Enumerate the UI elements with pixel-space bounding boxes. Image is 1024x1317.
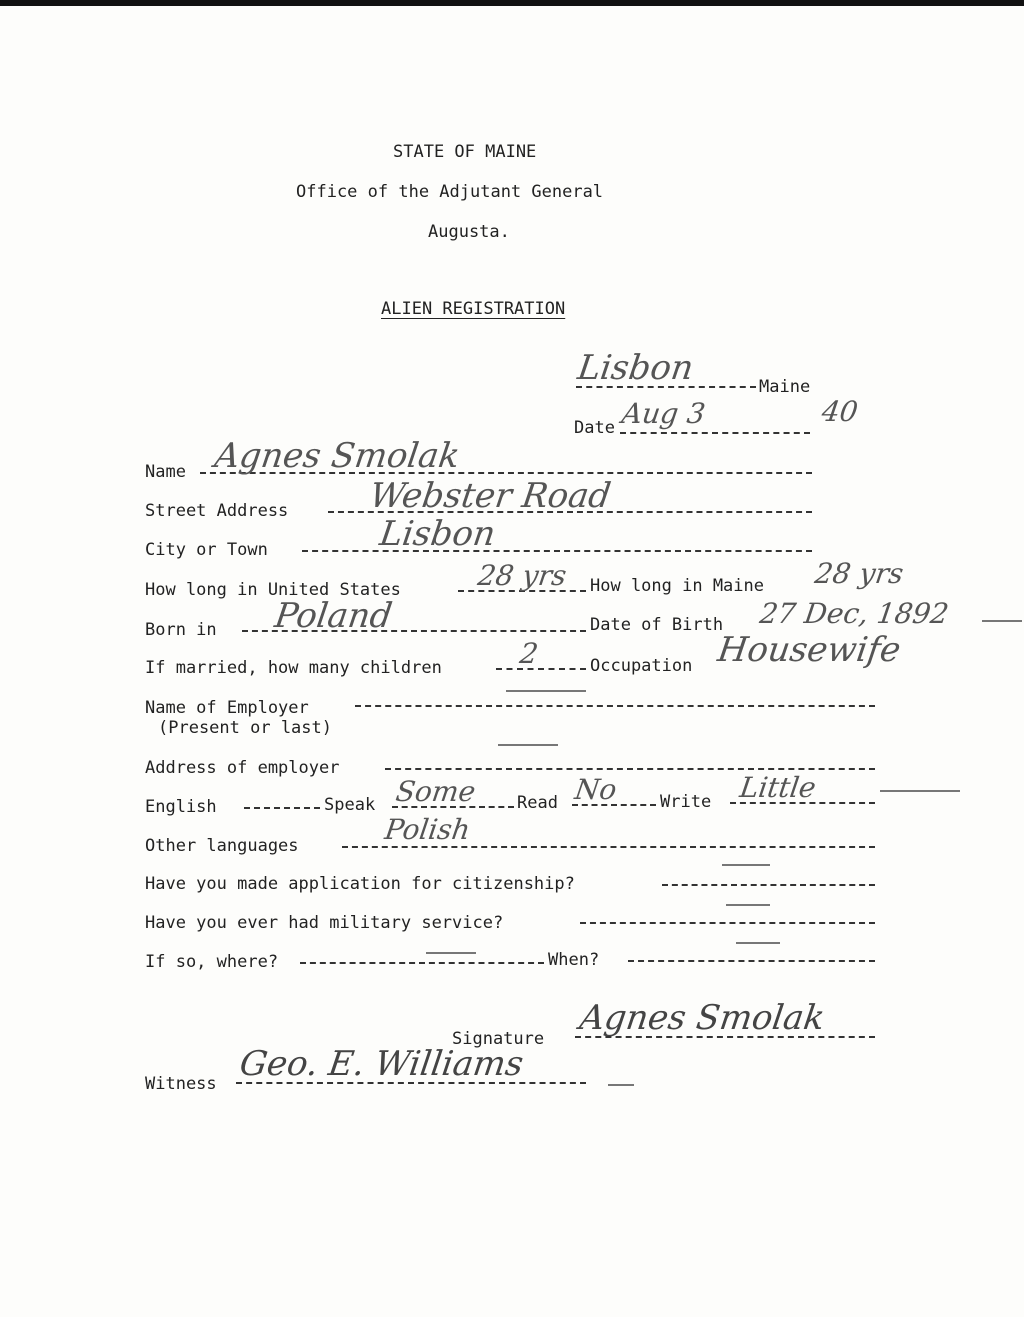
where-label: If so, where?: [145, 952, 279, 972]
other-languages-label: Other languages: [145, 836, 299, 856]
witness-handwritten: Geo. E. Williams: [237, 1044, 526, 1084]
signature-line: [575, 1036, 875, 1038]
where-line: [300, 962, 544, 964]
name-label: Name: [145, 462, 186, 482]
occupation-label: Occupation: [590, 656, 693, 676]
children-line: [496, 668, 586, 670]
citizenship-mark: [722, 864, 770, 866]
street-handwritten: Webster Road: [367, 476, 614, 516]
english-label: English: [145, 797, 217, 817]
employer-label: Name of Employer: [145, 698, 309, 718]
years-us-handwritten: 28 yrs: [475, 559, 569, 592]
read-line: [572, 804, 656, 806]
signature-label: Signature: [452, 1029, 545, 1049]
military-line: [580, 922, 875, 924]
citizenship-line: [662, 884, 875, 886]
date-handwritten: Aug 3: [619, 397, 708, 430]
employer-sub-label: (Present or last): [158, 718, 332, 738]
city-heading: Augusta.: [428, 222, 510, 242]
occupation-handwritten: Housewife: [715, 630, 904, 670]
maine-label: Maine: [759, 377, 811, 397]
how-long-maine-label: How long in Maine: [590, 576, 764, 596]
speak-line: [392, 806, 514, 808]
write-label: Write: [660, 792, 712, 812]
military-mark-2: [736, 942, 780, 944]
military-mark: [726, 904, 770, 906]
employer-mark: [498, 744, 558, 746]
when-line: [628, 960, 875, 962]
born-in-handwritten: Poland: [272, 596, 395, 636]
born-in-label: Born in: [145, 620, 217, 640]
years-maine-handwritten: 28 yrs: [812, 557, 906, 590]
read-label: Read: [517, 793, 558, 813]
city-handwritten: Lisbon: [377, 514, 498, 554]
citizenship-label: Have you made application for citizenship?: [145, 874, 575, 894]
date-label: Date: [574, 418, 615, 438]
speak-handwritten: Some: [393, 775, 478, 808]
employer-address-label: Address of employer: [145, 758, 340, 778]
year-handwritten: 40: [819, 395, 861, 428]
witness-tail-mark: [608, 1084, 634, 1086]
children-extra-mark: [506, 690, 586, 692]
when-label: When?: [548, 950, 600, 970]
dob-label: Date of Birth: [590, 615, 724, 635]
employer-line: [355, 705, 875, 707]
military-label: Have you ever had military service?: [145, 913, 504, 933]
read-handwritten: No: [572, 773, 619, 806]
english-line: [244, 807, 320, 809]
city-label: City or Town: [145, 540, 268, 560]
scan-edge: [0, 0, 1024, 6]
town-line: [576, 386, 756, 388]
signature-handwritten: Agnes Smolak: [577, 998, 828, 1038]
write-line: [730, 802, 875, 804]
other-languages-handwritten: Polish: [382, 813, 473, 846]
state-heading: STATE OF MAINE: [393, 142, 537, 162]
dob-handwritten: 27 Dec, 1892: [757, 597, 951, 630]
witness-line: [236, 1082, 586, 1084]
write-tail-mark: [880, 790, 960, 792]
write-handwritten: Little: [737, 771, 818, 804]
name-handwritten: Agnes Smolak: [212, 436, 463, 476]
date-line: [620, 432, 810, 434]
speak-label: Speak: [324, 795, 376, 815]
form-title: ALIEN REGISTRATION: [381, 299, 566, 319]
street-label: Street Address: [145, 501, 289, 521]
where-mark: [426, 952, 476, 954]
office-heading: Office of the Adjutant General: [296, 182, 604, 202]
children-handwritten: 2: [517, 637, 541, 670]
dob-tail-mark: [982, 620, 1022, 622]
town-handwritten: Lisbon: [575, 348, 696, 388]
witness-label: Witness: [145, 1074, 217, 1094]
how-long-us-label: How long in United States: [145, 580, 401, 600]
children-label: If married, how many children: [145, 658, 442, 678]
